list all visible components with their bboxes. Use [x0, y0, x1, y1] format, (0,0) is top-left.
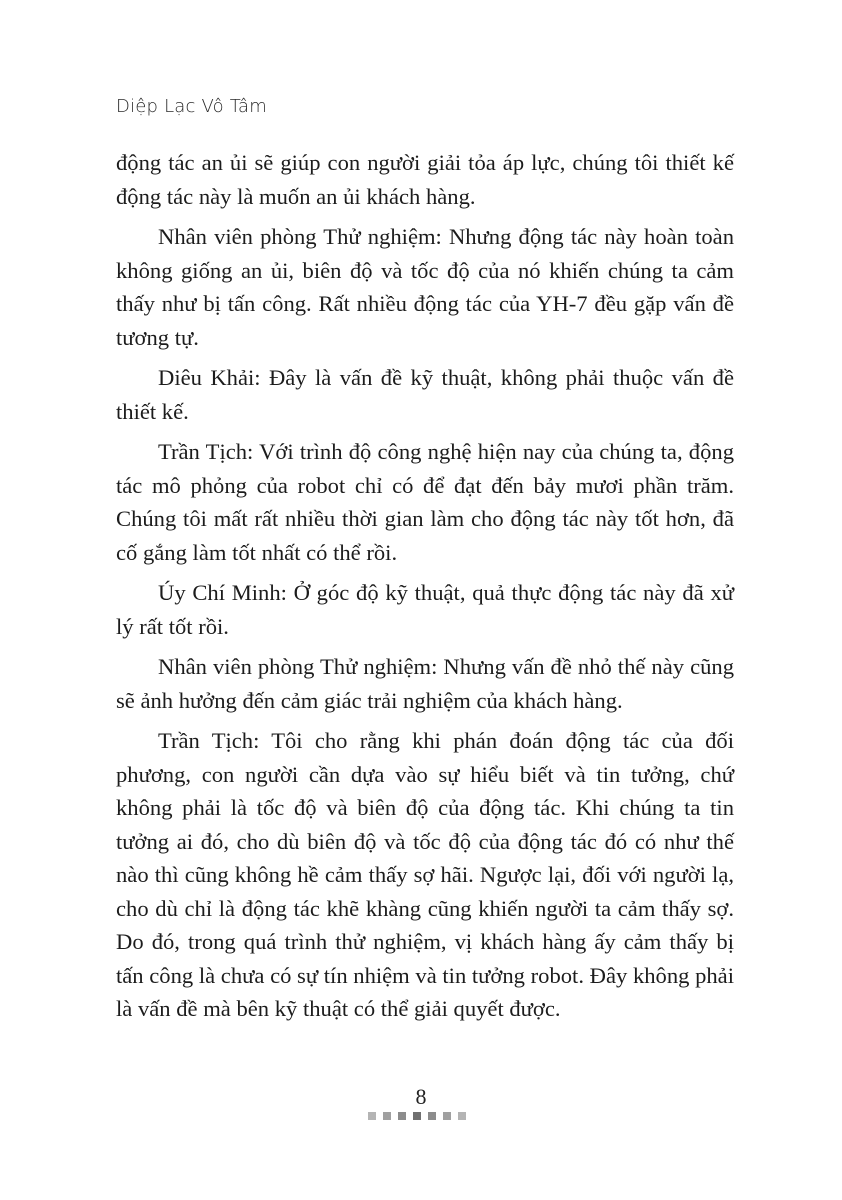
- ornament-square-4: [413, 1112, 421, 1120]
- page-number-ornament: [368, 1112, 466, 1120]
- ornament-square-6: [443, 1112, 451, 1120]
- paragraph-5: Úy Chí Minh: Ở góc độ kỹ thuật, quả thực động tác này đã xử lý rất tốt rồi.: [116, 580, 734, 639]
- page-number: 8: [415, 1084, 427, 1109]
- paragraph-6: Nhân viên phòng Thử nghiệm: Nhưng vấn đề nhỏ thế này cũng sẽ ảnh hưởng đến cảm giác trải nghiệm của khách hàng.: [116, 654, 734, 713]
- paragraph-7: Trần Tịch: Tôi cho rằng khi phán đoán động tác của đối phương, con người cần dựa vào sự hiểu biết và tin tưởng, chứ không phải là tốc độ và biên độ của động tác. Khi chúng ta tin tưởng ai đó, cho dù biên độ và tốc độ của động tác đó có như thế nào thì cũng không hề cảm thấy sợ hãi. Ngược lại, đối với người lạ, cho dù chỉ là động tác khẽ khàng cũng khiến người ta cảm thấy sợ. Do đó, trong quá trình thử nghiệm, vị khách hàng ấy cảm thấy bị tấn công là chưa có sự tín nhiệm và tin tưởng robot. Đây không phải là vấn đề mà bên kỹ thuật có thể giải quyết được.: [116, 728, 734, 1021]
- paragraph-4: Trần Tịch: Với trình độ công nghệ hiện nay của chúng ta, động tác mô phỏng của robot chỉ có để đạt đến bảy mươi phần trăm. Chúng tôi mất rất nhiều thời gian làm cho động tác này tốt hơn, đã cố gắng làm tốt nhất có thể rồi.: [116, 439, 734, 565]
- body-text: [116, 146, 734, 1033]
- ornament-square-2: [383, 1112, 391, 1120]
- paragraph-3: Diêu Khải: Đây là vấn đề kỹ thuật, không phải thuộc vấn đề thiết kế.: [116, 365, 734, 424]
- running-header-title: Diệp Lạc Vô Tâm: [116, 96, 267, 117]
- ornament-square-5: [428, 1112, 436, 1120]
- ornament-square-1: [368, 1112, 376, 1120]
- ornament-square-7: [458, 1112, 466, 1120]
- paragraph-1: động tác an ủi sẽ giúp con người giải tỏa áp lực, chúng tôi thiết kế động tác này là muốn an ủi khách hàng.: [116, 150, 734, 209]
- ornament-square-3: [398, 1112, 406, 1120]
- paragraph-2: Nhân viên phòng Thử nghiệm: Nhưng động tác này hoàn toàn không giống an ủi, biên độ và tốc độ của nó khiến chúng ta cảm thấy như bị tấn công. Rất nhiều động tác của YH-7 đều gặp vấn đề tương tự.: [116, 224, 734, 350]
